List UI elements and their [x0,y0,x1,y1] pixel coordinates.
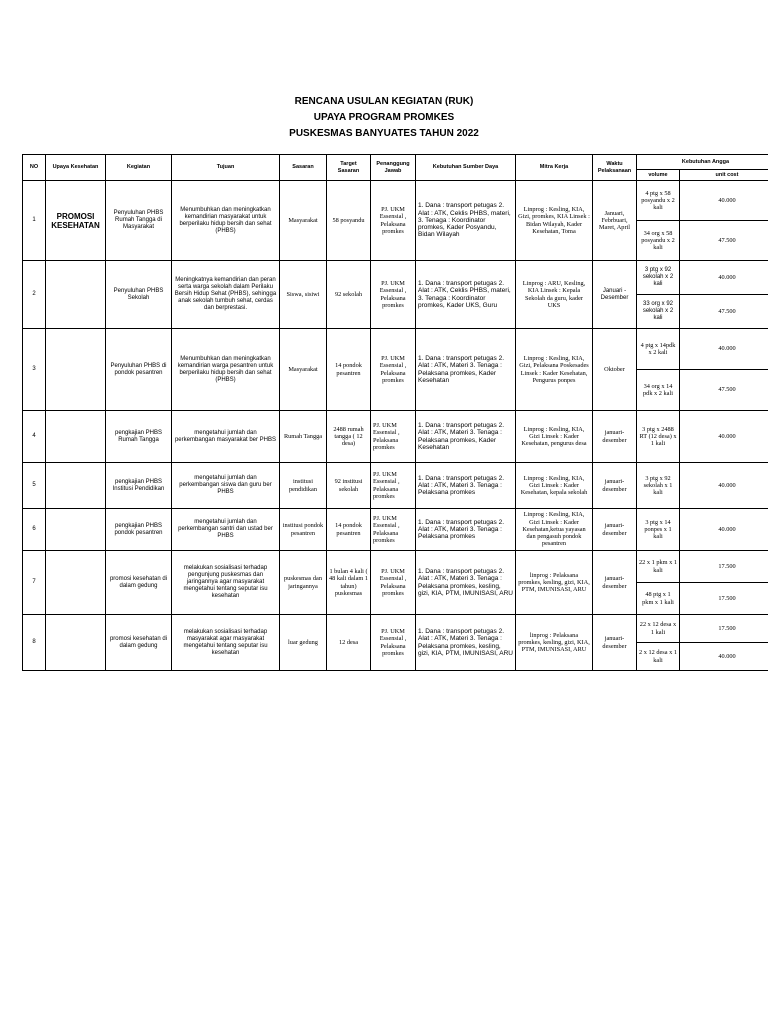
cell-waktu: januari-desember [593,509,637,551]
header-row [23,155,768,170]
cell-mitra: Linprog : Kesling, KIA, Gizi Linsek : Kader Kesehatan, kepala sekolah [516,463,593,509]
cell-waktu: Januari, Febrbuari, Maret, April [593,181,637,261]
cell-volume: 34 org x 58 posyandu x 2 kali [637,221,680,261]
cell-waktu: Oktober [593,329,637,411]
cell-unit-cost: 40.000 [680,463,768,509]
cell-volume: 4 ptg x 14pdk x 2 kali [637,329,680,370]
header-no: NO [23,155,46,181]
cell-tujuan: Menumbuhkan dan meningkatkan kemandirian warga pesantren untuk berperilaku hidup bersih dan sehat (PHBS) [172,329,280,411]
cell-tujuan: Menumbuhkan dan meningkatkan kemandirian masyarakat untuk berperilaku hidup bersih dan sehat (PHBS) [172,181,280,261]
cell-upaya [46,463,106,509]
cell-target: 58 posyandu [327,181,371,261]
cell-kegiatan: pengkajian PHBS Rumah Tangga [106,411,172,463]
cell-target: 2488 rumah tangga ( 12 desa) [327,411,371,463]
cell-mitra: Linprog : Kesling, KIA, Gizi, promkes, KIA Linsek : Bidan Wilayah, Kader Kesehatan, Toma [516,181,593,261]
cell-kebutuhan: 1. Dana : transport petugas 2. Alat : ATK, Materi 3. Tenaga : Pelaksana promkes, Kader Kesehatan [416,411,516,463]
header-sasaran: Sasaran [280,155,327,181]
ruk-table-container [22,154,768,681]
header-volume: volume [637,170,680,181]
cell-kebutuhan: 1. Dana : transport petugas 2. Alat : ATK, Materi 3. Tenaga : Pelaksana promkes [416,463,516,509]
cell-volume: 3 ptg x 92 sekolah x 2 kali [637,261,680,295]
title-line-3: PUSKESMAS BANYUATES TAHUN 2022 [289,128,479,139]
cell-no: 7 [23,551,46,615]
cell-kebutuhan: 1. Dana : transport petugas 2. Alat : ATK, Materi 3. Tenaga : Pelaksana promkes, kesling, gizi, KIA, PTM, IMUNISASI, ARU [416,551,516,615]
cell-upaya [46,551,106,615]
cell-volume: 4 ptg x 58 posyandu x 2 kali [637,181,680,221]
cell-kegiatan: promosi kesehatan di dalam gedung [106,551,172,615]
cell-tujuan: melakukan sosialisasi terhadap masyarakat agar masyarakat mengetahui tentang seputar isu kesehatan [172,615,280,671]
cell-no: 5 [23,463,46,509]
cell-pj: PJ. UKM Essensial , Pelaksana promkes [371,463,416,509]
cell-pj: PJ. UKM Essensial , Pelaksana promkes [371,181,416,261]
cell-kegiatan: pengkajian PHBS Institusi Pendidikan [106,463,172,509]
cell-sasaran: Masyarakat [280,181,327,261]
cell-kebutuhan: 1. Dana : transport petugas 2. Alat : ATK, Materi 3. Tenaga : Pelaksana promkes [416,509,516,551]
cell-unit-cost: 40.000 [680,411,768,463]
cell-tujuan: mengetahui jumlah dan perkembangan santri dan ustad ber PHBS [172,509,280,551]
cell-volume: 2 x 12 desa x 1 kali [637,643,680,671]
cell-tujuan: melakukan sosialisasi terhadap pengunjung puskesmas dan jaringannya agar masyarakat mengetahui tentang seputar isu kesehatan [172,551,280,615]
cell-unit-cost: 40.000 [680,329,768,370]
cell-volume: 34 org x 14 pdk x 2 kali [637,370,680,411]
cell-sasaran: institusi pondok pesantren [280,509,327,551]
cell-no: 1 [23,181,46,261]
cell-sasaran: institusi pendidikan [280,463,327,509]
cell-volume: 22 x 12 desa x 1 kali [637,615,680,643]
title-line-2: UPAYA PROGRAM PROMKES [313,112,455,123]
header-kegiatan: Kegiatan [106,155,172,181]
cell-sasaran: Siswa, sisiwi [280,261,327,329]
cell-upaya [46,261,106,329]
cell-volume: 3 ptg x 14 ponpes x 1 kali [637,509,680,551]
cell-upaya [46,329,106,411]
cell-pj: PJ. UKM Essensial , Pelaksana promkes [371,261,416,329]
cell-pj: PJ. UKM Essensial , Pelaksana promkes [371,411,416,463]
cell-kebutuhan: 1. Dana : transport petugas 2. Alat : ATK, Materi 3. Tenaga : Pelaksana promkes, kesling, gizi, KIA, PTM, IMUNISASI, ARU [416,615,516,671]
cell-no: 6 [23,509,46,551]
cell-target: 14 pondok pesantren [327,329,371,411]
cell-unit-cost: 40.000 [680,261,768,295]
cell-mitra: Linprog : ARU, Kesling, KIA Linsek : Kepala Sekolah da guru, kader UKS [516,261,593,329]
table-row [23,551,768,583]
ruk-table [22,154,768,671]
cell-pj: PJ. UKM Essensial , Pelaksana promkes [371,551,416,615]
cell-unit-cost: 40.000 [680,509,768,551]
cell-no: 2 [23,261,46,329]
cell-no: 8 [23,615,46,671]
title-line-1: RENCANA USULAN KEGIATAN (RUK) [294,96,474,107]
header-upaya: Upaya Kesehatan [46,155,106,181]
table-row [23,261,768,295]
cell-tujuan: Meningkatnya kemandirian dan peran serta warga sekolah dalam Perilaku Bersih Hidup Sehat (PHBS), sehingga anak sekolah tumbuh sehat, cerdas dan berprestasi. [172,261,280,329]
header-kebutuhan-sd: Kebutuhan Sumber Daya [416,155,516,181]
cell-sasaran: Rumah Tangga [280,411,327,463]
cell-upaya [46,509,106,551]
cell-unit-cost: 17.500 [680,583,768,615]
cell-sasaran: luar gedung [280,615,327,671]
cell-waktu: januari-desember [593,615,637,671]
cell-waktu: januari-desember [593,411,637,463]
header-mitra: Mitra Kerja [516,155,593,181]
cell-mitra: linprog : Pelaksana promkes, kesling, gizi, KIA, PTM, IMUNISASI, ARU [516,615,593,671]
cell-volume: 33 org x 92 sekolah x 2 kali [637,295,680,329]
cell-waktu: januari-desember [593,551,637,615]
cell-target: 92 sekolah [327,261,371,329]
cell-tujuan: mengetahui jumlah dan perkembangan masyarakat ber PHBS [172,411,280,463]
cell-mitra: Linprog : Kesling, KIA, Gizi Linsek : Kader Kesehatan,ketua yayasan dan pengasuh pondok pesantren [516,509,593,551]
cell-mitra: Linprog : Kesling, KIA, Gizi Linsek : Kader Kesehatan, pengurus desa [516,411,593,463]
cell-kegiatan: Penyuluhan PHBS Sekolah [106,261,172,329]
cell-target: 92 institusi sekolah [327,463,371,509]
table-row [23,181,768,221]
cell-unit-cost: 40.000 [680,643,768,671]
cell-no: 3 [23,329,46,411]
header-anggaran: Kebutuhan Angga [637,155,768,170]
cell-target: 1 bulan 4 kali ( 48 kali dalam 1 tahun) puskesmas [327,551,371,615]
header-unit-cost: unit cost [680,170,768,181]
cell-volume: 3 ptg x 92 sekolah x 1 kali [637,463,680,509]
cell-upaya [46,615,106,671]
table-body [23,181,768,671]
cell-volume: 48 ptg x 1 pkm x 1 kali [637,583,680,615]
cell-volume: 3 ptg x 2488 RT (12 desa) x 1 kali [637,411,680,463]
cell-upaya [46,411,106,463]
cell-waktu: Januari - Desember [593,261,637,329]
header-waktu: Waktu Pelaksanaan [593,155,637,181]
table-row [23,411,768,463]
header-tujuan: Tujuan [172,155,280,181]
cell-target: 14 pondok pesantren [327,509,371,551]
cell-volume: 22 x 1 pkm x 1 kali [637,551,680,583]
document-title-block [0,94,768,142]
table-row [23,463,768,509]
header-target: Target Sasaran [327,155,371,181]
cell-unit-cost: 47.500 [680,370,768,411]
cell-kebutuhan: 1. Dana : transport petugas 2. Alat : ATK, Ceklis PHBS, materi, 3. Tenaga : Koordinator promkes, Kader UKS, Guru [416,261,516,329]
cell-unit-cost: 17.500 [680,615,768,643]
cell-kegiatan: pengkajian PHBS pondok pesantren [106,509,172,551]
cell-sasaran: puskesmas dan jaringannya [280,551,327,615]
cell-unit-cost: 47.500 [680,295,768,329]
table-row [23,509,768,551]
cell-kegiatan: Penyuluhan PHBS Rumah Tangga di Masyarakat [106,181,172,261]
cell-waktu: januari-desember [593,463,637,509]
cell-mitra: Linprog : Kesling, KIA, Gizi, Pelaksana Poskesades Linsek : Kader Kesehatan, Pengurus ponpes [516,329,593,411]
cell-mitra: linprog : Pelaksana promkes, kesling, gizi, KIA, PTM, IMUNISASI, ARU [516,551,593,615]
cell-kegiatan: Penyuluhan PHBS di pondok pesantren [106,329,172,411]
header-pj: Penanggung Jawab [371,155,416,181]
cell-unit-cost: 40.000 [680,181,768,221]
cell-unit-cost: 47.500 [680,221,768,261]
cell-sasaran: Masyarakat [280,329,327,411]
cell-pj: PJ. UKM Essensial , Pelaksana promkes [371,615,416,671]
cell-kebutuhan: 1. Dana : transport petugas 2. Alat : ATK, Ceklis PHBS, materi, 3. Tenaga : Koordinator promkes, Kader Posyandu, Bidan Wilayah [416,181,516,261]
cell-no: 4 [23,411,46,463]
table-row [23,329,768,370]
cell-kebutuhan: 1. Dana : transport petugas 2. Alat : ATK, Materi 3. Tenaga : Pelaksana promkes, Kader Kesehatan [416,329,516,411]
cell-unit-cost: 17.500 [680,551,768,583]
cell-kegiatan: promosi kesehatan di dalam gedung [106,615,172,671]
cell-target: 12 desa [327,615,371,671]
table-row [23,615,768,643]
cell-pj: PJ. UKM Essensial , Pelaksana promkes [371,329,416,411]
cell-pj: PJ. UKM Essensial , Pelaksana promkes [371,509,416,551]
cell-tujuan: mengetahui jumlah dan perkembangan siswa dan guru ber PHBS [172,463,280,509]
cell-upaya: PROMOSI KESEHATAN [46,181,106,261]
